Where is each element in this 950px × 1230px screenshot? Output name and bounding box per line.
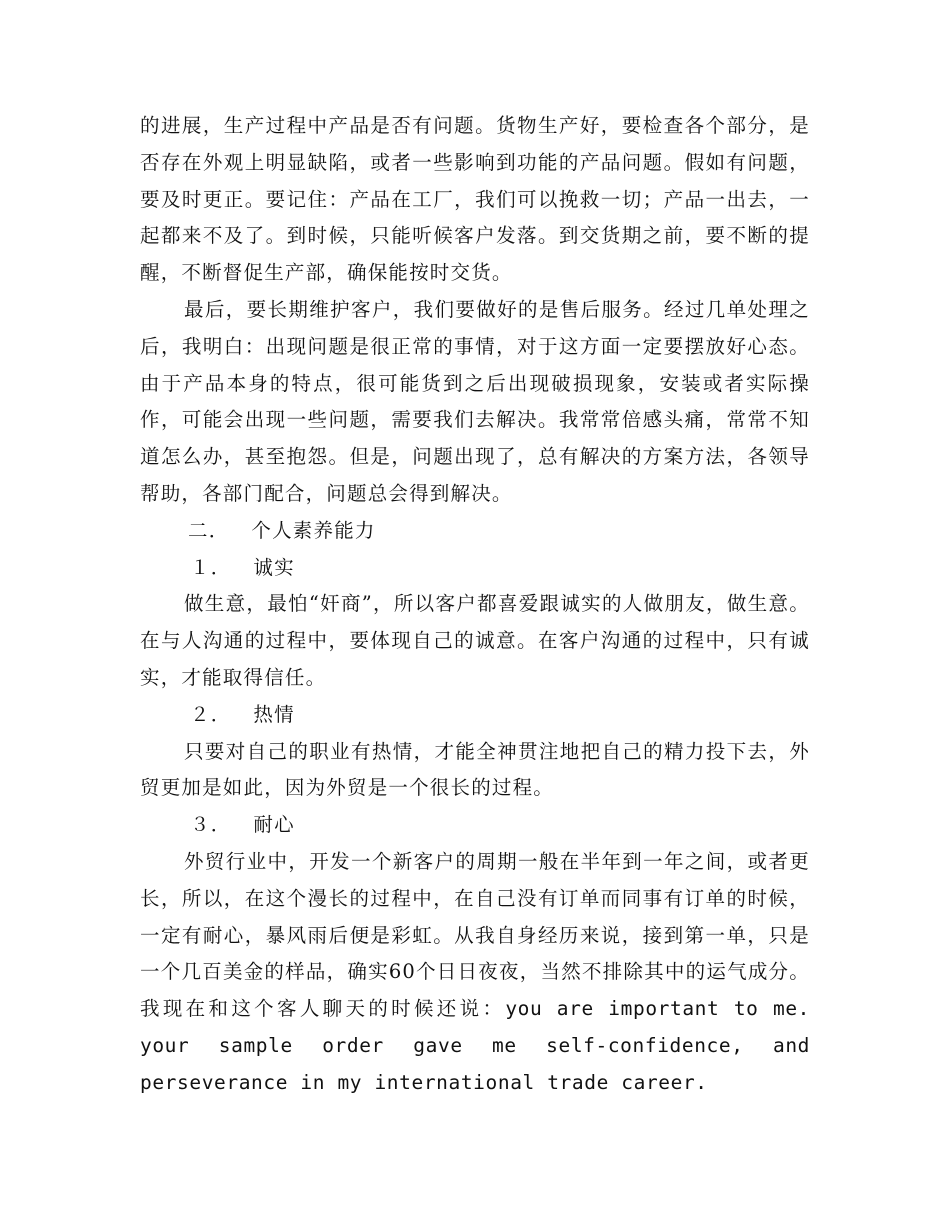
item-heading-patience	[140, 807, 810, 844]
document-body	[140, 108, 810, 1102]
section-title: 个人素养能力	[251, 518, 376, 542]
section-heading-personal-quality	[140, 513, 810, 550]
item-title: 热情	[253, 702, 295, 726]
paragraph-passion: 只要对自己的职业有热情，才能全神贯注地把自己的精力投下去，外贸更加是如此，因为外贸是一个很长的过程。	[140, 739, 810, 800]
paragraph-patience-english: you are important to me. your sample order gave me self-confidence, and perseverance in my international trade career.	[140, 997, 810, 1094]
item-number: ３．	[190, 813, 232, 837]
item-heading-passion	[140, 697, 810, 734]
paragraph-honesty: 做生意，最怕“奸商”，所以客户都喜爱跟诚实的人做朋友，做生意。在与人沟通的过程中，要体现自己的诚意。在客户沟通的过程中，只有诚实，才能取得信任。	[140, 592, 810, 689]
paragraph-after-sales: 最后，要长期维护客户，我们要做好的是售后服务。经过几单处理之后，我明白：出现问题是很正常的事情，对于这方面一定要摆放好心态。由于产品本身的特点，很可能货到之后出现破损现象，安装或者实际操作，可能会出现一些问题，需要我们去解决。我常常倍感头痛，常常不知道怎么办，甚至抱怨。但是，问题出现了，总有解决的方案方法，各领导帮助，各部门配合，问题总会得到解决。	[140, 297, 810, 505]
section-number: 二．	[188, 518, 230, 542]
item-heading-honesty	[140, 550, 810, 587]
paragraph-production-check: 的进展，生产过程中产品是否有问题。货物生产好，要检查各个部分，是否存在外观上明显缺陷，或者一些影响到功能的产品问题。假如有问题，要及时更正。要记住：产品在工厂，我们可以挽救一切；产品一出去，一起都来不及了。到时候，只能听候客户发落。到交货期之前，要不断的提醒，不断督促生产部，确保能按时交货。	[140, 114, 810, 285]
item-title: 诚实	[253, 555, 295, 579]
paragraph-patience-chinese: 外贸行业中，开发一个新客户的周期一般在半年到一年之间，或者更长，所以，在这个漫长的过程中，在自己没有订单而同事有订单的时候，一定有耐心，暴风雨后便是彩虹。从我自身经历来说，接到第一单，只是一个几百美金的样品，确实60个日日夜夜，当然不排除其中的运气成分。我现在和这个客人聊天的时候还说：	[140, 849, 810, 1021]
item-number: １．	[190, 555, 232, 579]
item-title: 耐心	[253, 813, 295, 837]
item-number: ２．	[190, 702, 232, 726]
paragraph-patience	[140, 844, 810, 1102]
